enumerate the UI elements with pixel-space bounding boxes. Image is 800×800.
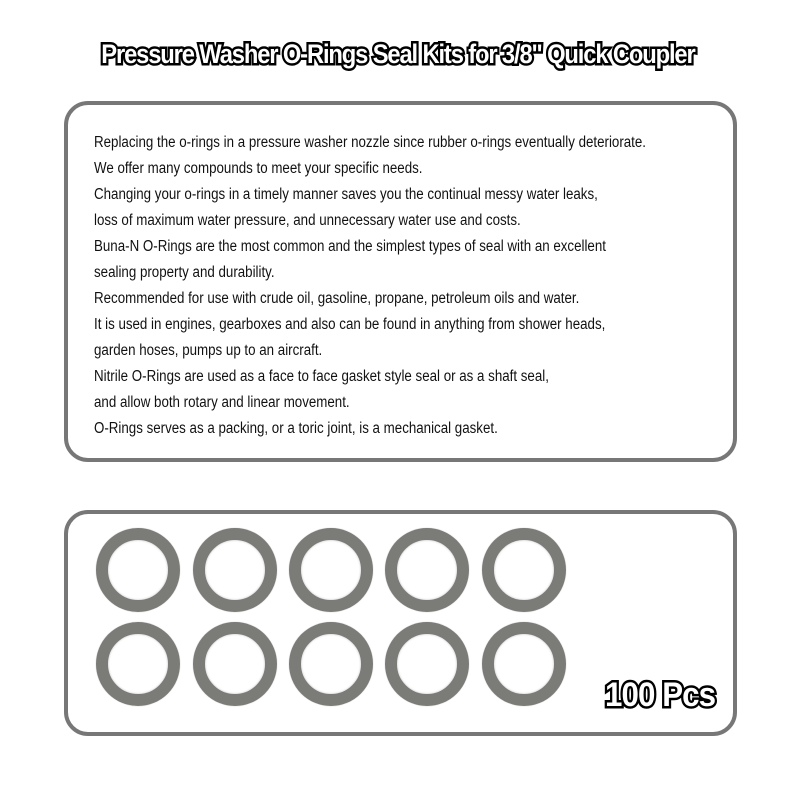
description-line: Recommended for use with crude oil, gasoline, propane, petroleum oils and water. bbox=[94, 290, 580, 307]
o-ring-icon bbox=[482, 528, 566, 612]
product-display-panel bbox=[64, 510, 737, 736]
description-text bbox=[94, 130, 736, 442]
o-ring-icon bbox=[482, 622, 566, 706]
description-line: Replacing the o-rings in a pressure washer nozzle since rubber o-rings eventually deteriorate. bbox=[94, 134, 647, 151]
o-ring-icon bbox=[96, 528, 180, 612]
description-line: and allow both rotary and linear movement. bbox=[94, 394, 350, 411]
o-ring-icon bbox=[289, 528, 373, 612]
description-panel bbox=[64, 101, 737, 462]
description-line: garden hoses, pumps up to an aircraft. bbox=[94, 342, 323, 359]
description-line: It is used in engines, gearboxes and also can be found in anything from shower heads, bbox=[94, 316, 606, 333]
o-ring-icon bbox=[193, 528, 277, 612]
o-ring-icon bbox=[385, 622, 469, 706]
o-ring-icon bbox=[385, 528, 469, 612]
description-line: O-Rings serves as a packing, or a toric joint, is a mechanical gasket. bbox=[94, 420, 498, 437]
description-line: We offer many compounds to meet your specific needs. bbox=[94, 160, 423, 177]
o-ring-icon bbox=[289, 622, 373, 706]
o-ring-icon bbox=[193, 622, 277, 706]
description-line: loss of maximum water pressure, and unnecessary water use and costs. bbox=[94, 212, 521, 229]
description-line: Changing your o-rings in a timely manner saves you the continual messy water leaks, bbox=[94, 186, 598, 203]
product-title: Pressure Washer O-Rings Seal Kits for 3/8" Quick Coupler bbox=[101, 39, 695, 69]
o-ring-icon bbox=[96, 622, 180, 706]
description-line: Buna-N O-Rings are the most common and the simplest types of seal with an excellent bbox=[94, 238, 606, 255]
description-line: Nitrile O-Rings are used as a face to face gasket style seal or as a shaft seal, bbox=[94, 368, 549, 385]
quantity-label: 100 Pcs bbox=[605, 676, 716, 714]
description-line: sealing property and durability. bbox=[94, 264, 275, 281]
